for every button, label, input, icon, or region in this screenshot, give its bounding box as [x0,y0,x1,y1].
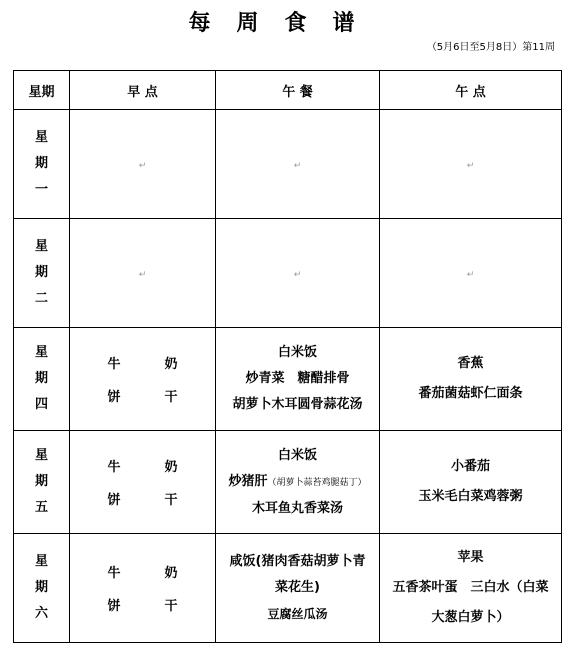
lunch-item: 菜花生) [275,580,320,595]
table-row [14,431,562,534]
lunch-cell: ↵ [216,110,380,219]
day-char: 期 [34,474,48,489]
table-row [14,534,562,643]
breakfast-char: 干 [164,390,178,405]
day-cell [14,431,70,534]
breakfast-char: 饼 [107,599,121,614]
day-cell [14,328,70,431]
breakfast-cell: ↵ [70,110,216,219]
day-char: 期 [34,156,48,171]
breakfast-char: 奶 [164,566,178,581]
day-char: 一 [34,182,48,197]
breakfast-char: 奶 [164,460,178,475]
menu-table [13,70,562,643]
tea-item: 小番茄 [450,459,490,474]
tea-item: 苹果 [457,550,484,565]
lunch-item: 炒猪肝 [228,473,268,489]
lunch-cell: ↵ [216,219,380,328]
breakfast-char: 牛 [107,460,121,475]
tea-cell: ↵ [380,110,562,219]
header-tea: 午 点 [380,71,562,110]
day-char: 期 [34,265,48,280]
lunch-item-note: （胡萝卜蒜苔鸡腿菇丁） [267,477,367,488]
header-row [14,71,562,110]
breakfast-char: 干 [164,599,178,614]
day-char: 星 [34,130,48,145]
day-cell [14,219,70,328]
lunch-item: 咸饭(猪肉香菇胡萝卜青 [229,554,366,569]
day-char: 星 [34,239,48,254]
day-char: 星 [34,345,48,360]
tea-item: 玉米毛白菜鸡蓉粥 [418,489,523,504]
lunch-cell [216,431,380,534]
day-cell [14,534,70,643]
breakfast-cell [70,431,216,534]
day-char: 期 [34,371,48,386]
breakfast-char: 饼 [107,493,121,508]
breakfast-char: 干 [164,493,178,508]
day-char: 期 [34,580,48,595]
day-char: 五 [34,500,48,515]
tea-item: 番茄菌菇虾仁面条 [418,386,523,401]
lunch-item: 白米饭 [277,345,317,360]
table-row [14,219,562,328]
day-char: 星 [34,448,48,463]
breakfast-char: 饼 [107,390,121,405]
table-row [14,328,562,431]
lunch-item: 木耳鱼丸香菜汤 [251,500,343,516]
day-char: 星 [34,554,48,569]
breakfast-char: 牛 [107,357,121,372]
breakfast-cell [70,328,216,431]
lunch-item: 胡萝卜木耳圆骨蒜花汤 [232,397,363,412]
tea-item: 五香茶叶蛋 三白水（白菜 [392,580,549,595]
page-title: 每周食谱 [188,11,381,36]
header-lunch: 午 餐 [216,71,380,110]
day-char: 六 [34,606,48,621]
lunch-item: 白米饭 [277,447,317,463]
tea-item: 香蕉 [457,356,484,371]
breakfast-cell: ↵ [70,219,216,328]
lunch-item: 豆腐丝瓜汤 [267,607,328,621]
lunch-cell [216,534,380,643]
tea-cell [380,328,562,431]
day-cell [14,110,70,219]
header-breakfast: 早 点 [70,71,216,110]
breakfast-cell [70,534,216,643]
breakfast-char: 牛 [107,566,121,581]
breakfast-char: 奶 [164,357,178,372]
day-char: 四 [34,397,48,412]
tea-cell: ↵ [380,219,562,328]
tea-cell [380,534,562,643]
tea-item: 大葱白萝卜） [431,610,510,625]
table-row [14,110,562,219]
header-day: 星期 [14,71,70,110]
day-char: 二 [34,291,48,306]
lunch-item: 炒青菜 糖醋排骨 [245,371,350,386]
lunch-cell [216,328,380,431]
tea-cell [380,431,562,534]
week-subtitle: （5月6日至5月8日）第11周 [426,42,555,53]
